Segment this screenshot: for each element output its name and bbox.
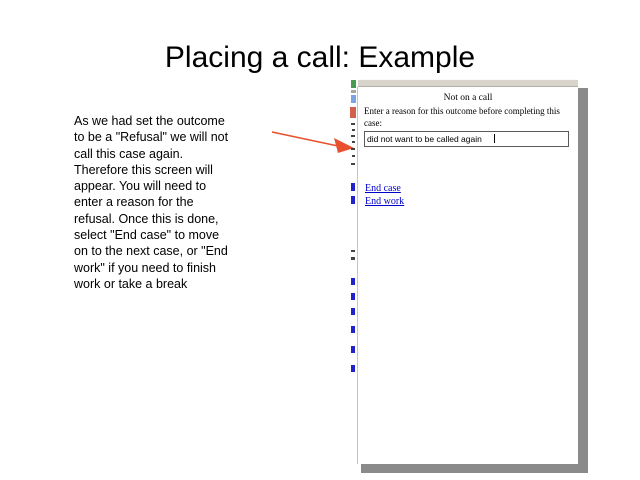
reason-input[interactable] (364, 131, 569, 147)
notes-line: refusal. Once this is done, (74, 211, 219, 226)
clipped-fragment-link (351, 278, 355, 285)
page-title: Placing a call: Example (164, 41, 476, 74)
clipped-fragment-gray (351, 90, 356, 93)
notes-line: Therefore this screen will (74, 162, 213, 177)
window-shadow-bottom (361, 464, 588, 473)
clipped-fragment-link (351, 365, 355, 372)
clipped-fragment-text (351, 148, 355, 150)
notes-line: select "End case" to move (74, 228, 220, 243)
clipped-fragment-link (351, 293, 355, 300)
clipped-fragment-text (352, 155, 355, 157)
notes-line: call this case again. (74, 146, 184, 161)
notes-line: work" if you need to finish (74, 260, 217, 275)
clipped-fragment-green (351, 80, 356, 88)
pointer-arrow-icon (268, 124, 358, 156)
screenshot-window (350, 79, 588, 473)
notes-line: work or take a break (74, 276, 188, 291)
clipped-fragment-link (351, 326, 355, 333)
clipped-fragment-text (351, 135, 355, 137)
window-shadow-right (578, 88, 588, 473)
clipped-fragment-link (351, 346, 355, 353)
clipped-fragment-link (351, 183, 355, 191)
clipped-fragment-text (351, 123, 355, 125)
clipped-fragment-red (350, 107, 356, 118)
clipped-fragment-link (351, 196, 355, 204)
clipped-fragment-text (351, 257, 355, 260)
clipped-fragment-text (351, 250, 355, 252)
notes-text (74, 113, 279, 292)
notes-line: to be a "Refusal" we will not (74, 130, 229, 145)
not-on-a-call-dialog (358, 87, 578, 464)
clipped-fragment-link (351, 308, 355, 315)
notes-line: on to the next case, or "End (74, 244, 228, 259)
clipped-fragment-text (351, 163, 355, 165)
window-top-strip (358, 79, 578, 87)
dialog-instruction: Enter a reason for this outcome before completing this case: (364, 106, 560, 128)
clipped-fragment-text (352, 141, 355, 143)
end-work-link[interactable]: End work (365, 196, 405, 207)
text-caret (494, 134, 495, 143)
notes-line: enter a reason for the (74, 195, 194, 210)
dialog-links (365, 182, 404, 208)
notes-line: appear. You will need to (74, 179, 207, 194)
notes-line: As we had set the outcome (74, 114, 225, 128)
end-case-link[interactable]: End case (365, 183, 401, 194)
clipped-fragment-text (352, 129, 355, 131)
clipped-fragment-blue (351, 95, 356, 103)
dialog-heading: Not on a call (443, 93, 493, 103)
